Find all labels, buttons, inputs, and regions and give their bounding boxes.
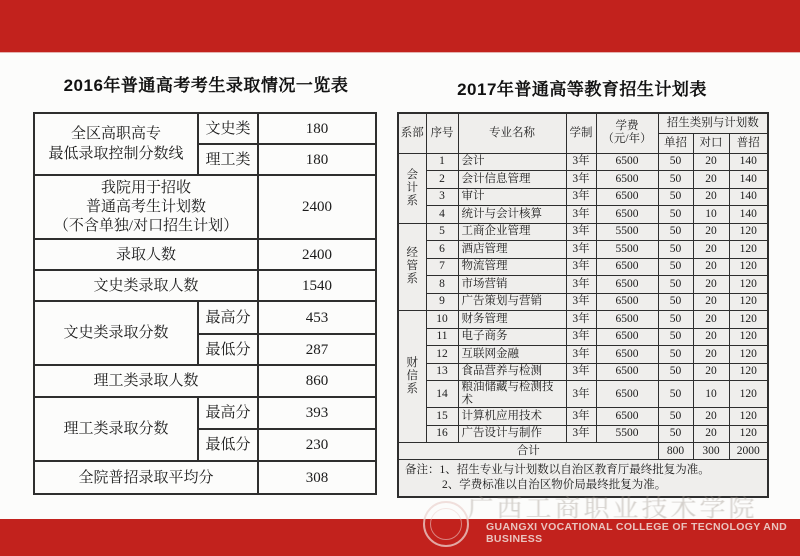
watermark-english-text: GUANGXI VOCATIONAL COLLEGE OF TECNOLOGY AND BUSINESS — [486, 521, 788, 545]
table-row — [34, 239, 376, 270]
major-cell: 互联网金融 — [458, 346, 566, 364]
years-cell: 3年 — [566, 171, 596, 189]
plan-table-row — [398, 241, 768, 259]
plan-table-row — [398, 346, 768, 364]
puzhao-cell: 140 — [729, 171, 768, 189]
wenshi-type-cell: 文史类 — [198, 113, 258, 144]
category-group-header: 招生类别与计划数 — [658, 113, 768, 133]
admitted-label-cell: 录取人数 — [34, 239, 258, 270]
total-danzhao: 800 — [658, 443, 693, 460]
plan-label-line2: 普通高考生计划数 — [85, 198, 206, 215]
fee-cell: 6500 — [596, 381, 658, 408]
danzhao-cell: 50 — [658, 153, 693, 171]
puzhao-cell: 120 — [729, 408, 768, 426]
years-cell: 3年 — [566, 241, 596, 259]
duikou-cell: 20 — [693, 346, 729, 364]
plan-table-row — [398, 153, 768, 171]
no-cell: 7 — [426, 258, 458, 276]
plan-table-row — [398, 311, 768, 329]
wenshi-min-value: 287 — [258, 334, 376, 365]
ligong-max-label: 最高分 — [198, 397, 258, 429]
no-cell: 3 — [426, 188, 458, 206]
wenshi-max-value: 453 — [258, 301, 376, 334]
major-cell: 市场营销 — [458, 276, 566, 294]
wenshi-cutoff-value: 180 — [258, 113, 376, 144]
note-line1: 备注：1、招生专业与计划数以自治区教育厅最终批复为准。 — [405, 464, 710, 476]
years-cell: 3年 — [566, 425, 596, 443]
cutoff-label-line1: 全区高职高专 — [70, 126, 161, 142]
no-cell: 9 — [426, 293, 458, 311]
danzhao-cell: 50 — [658, 346, 693, 364]
wenshi-score-label-cell: 文史类录取分数 — [34, 301, 198, 365]
average-label-cell: 全院普招录取平均分 — [34, 461, 258, 494]
puzhao-cell: 120 — [729, 293, 768, 311]
puzhao-cell: 120 — [729, 363, 768, 381]
duikou-cell: 20 — [693, 241, 729, 259]
duikou-cell: 20 — [693, 363, 729, 381]
left-table-title: 2016年普通高考考生录取情况一览表 — [63, 76, 349, 95]
header-row — [398, 113, 768, 133]
danzhao-cell: 50 — [658, 171, 693, 189]
college-seal-inner-ring — [430, 508, 462, 540]
major-cell: 电子商务 — [458, 328, 566, 346]
years-cell: 3年 — [566, 276, 596, 294]
no-cell: 5 — [426, 223, 458, 241]
duikou-cell: 20 — [693, 293, 729, 311]
major-cell: 审计 — [458, 188, 566, 206]
table-row — [34, 461, 376, 494]
college-seal-icon — [423, 501, 469, 547]
duikou-cell: 20 — [693, 153, 729, 171]
fee-cell: 5500 — [596, 241, 658, 259]
years-cell: 3年 — [566, 293, 596, 311]
danzhao-cell: 50 — [658, 276, 693, 294]
danzhao-cell: 50 — [658, 311, 693, 329]
total-puzhao: 2000 — [729, 443, 768, 460]
duikou-cell: 20 — [693, 425, 729, 443]
no-cell: 1 — [426, 153, 458, 171]
years-cell: 3年 — [566, 206, 596, 224]
plan-table-row — [398, 381, 768, 408]
puzhao-cell: 120 — [729, 346, 768, 364]
years-cell: 3年 — [566, 408, 596, 426]
puzhao-header: 普招 — [729, 133, 768, 153]
major-cell: 计算机应用技术 — [458, 408, 566, 426]
major-cell: 财务管理 — [458, 311, 566, 329]
major-cell: 工商企业管理 — [458, 223, 566, 241]
wenshi-admitted-label-cell: 文史类录取人数 — [34, 270, 258, 301]
enrollment-plan-table — [397, 112, 769, 498]
duikou-cell: 20 — [693, 188, 729, 206]
average-value: 308 — [258, 461, 376, 494]
major-cell: 食品营养与检测 — [458, 363, 566, 381]
no-cell: 2 — [426, 171, 458, 189]
no-cell: 8 — [426, 276, 458, 294]
admission-results-table — [33, 112, 377, 495]
fee-cell: 6500 — [596, 328, 658, 346]
years-cell: 3年 — [566, 328, 596, 346]
plan-table-row — [398, 293, 768, 311]
fee-cell: 6500 — [596, 408, 658, 426]
no-cell: 14 — [426, 381, 458, 408]
years-cell: 3年 — [566, 258, 596, 276]
puzhao-cell: 120 — [729, 381, 768, 408]
danzhao-cell: 50 — [658, 188, 693, 206]
ligong-cutoff-value: 180 — [258, 144, 376, 175]
puzhao-cell: 120 — [729, 241, 768, 259]
major-cell: 粮油储藏与检测技术 — [458, 381, 566, 408]
ligong-min-label: 最低分 — [198, 429, 258, 461]
duikou-cell: 20 — [693, 171, 729, 189]
top-red-band — [0, 0, 800, 53]
cutoff-label-cell — [34, 113, 198, 175]
dept-header: 系部 — [398, 113, 426, 153]
duikou-cell: 10 — [693, 206, 729, 224]
fee-cell: 6500 — [596, 153, 658, 171]
plan-table-row — [398, 206, 768, 224]
puzhao-cell: 120 — [729, 276, 768, 294]
no-cell: 4 — [426, 206, 458, 224]
fee-header-line2: （元/年） — [602, 133, 652, 146]
ligong-admitted-value: 860 — [258, 365, 376, 397]
puzhao-cell: 140 — [729, 153, 768, 171]
duikou-cell: 20 — [693, 276, 729, 294]
no-cell: 12 — [426, 346, 458, 364]
table-row — [34, 301, 376, 334]
plan-label-line1: 我院用于招收 — [100, 179, 191, 196]
table-row — [34, 175, 376, 239]
major-cell: 酒店管理 — [458, 241, 566, 259]
puzhao-cell: 120 — [729, 311, 768, 329]
duikou-header: 对口 — [693, 133, 729, 153]
danzhao-cell: 50 — [658, 328, 693, 346]
right-table-title: 2017年普通高等教育招生计划表 — [457, 80, 707, 99]
wenshi-max-label: 最高分 — [198, 301, 258, 334]
fee-cell: 6500 — [596, 346, 658, 364]
major-cell: 广告设计与制作 — [458, 425, 566, 443]
years-header: 学制 — [566, 113, 596, 153]
plan-label-line3: （不含单独/对口招生计划） — [53, 217, 239, 234]
years-cell: 3年 — [566, 223, 596, 241]
years-cell: 3年 — [566, 346, 596, 364]
plan-count-label-cell — [34, 175, 258, 239]
danzhao-cell: 50 — [658, 206, 693, 224]
table-row — [34, 113, 376, 144]
duikou-cell: 20 — [693, 408, 729, 426]
duikou-cell: 20 — [693, 258, 729, 276]
total-label-cell: 合计 — [398, 443, 658, 460]
ligong-min-value: 230 — [258, 429, 376, 461]
fee-cell: 5500 — [596, 223, 658, 241]
plan-table-row — [398, 328, 768, 346]
fee-cell: 6500 — [596, 188, 658, 206]
puzhao-cell: 120 — [729, 425, 768, 443]
plan-table-row — [398, 171, 768, 189]
duikou-cell: 20 — [693, 328, 729, 346]
plan-table-row — [398, 223, 768, 241]
no-cell: 6 — [426, 241, 458, 259]
plan-table-row — [398, 276, 768, 294]
fee-cell: 6500 — [596, 363, 658, 381]
major-cell: 会计 — [458, 153, 566, 171]
cutoff-label-line2: 最低录取控制分数线 — [48, 146, 184, 162]
danzhao-cell: 50 — [658, 258, 693, 276]
danzhao-cell: 50 — [658, 363, 693, 381]
department-cell: 财 信 系 — [398, 311, 426, 443]
danzhao-cell: 50 — [658, 408, 693, 426]
no-cell: 11 — [426, 328, 458, 346]
plan-table-row — [398, 258, 768, 276]
major-header: 专业名称 — [458, 113, 566, 153]
fee-header-line1: 学费 — [615, 120, 639, 133]
danzhao-cell: 50 — [658, 425, 693, 443]
fee-cell: 6500 — [596, 258, 658, 276]
fee-cell: 5500 — [596, 425, 658, 443]
no-cell: 13 — [426, 363, 458, 381]
fee-cell: 6500 — [596, 311, 658, 329]
ligong-score-label-cell: 理工类录取分数 — [34, 397, 198, 461]
danzhao-cell: 50 — [658, 241, 693, 259]
watermark-chinese-text: 广西工商职业技术学院 — [467, 494, 758, 523]
plan-table-row — [398, 363, 768, 381]
puzhao-cell: 140 — [729, 188, 768, 206]
danzhao-cell: 50 — [658, 381, 693, 408]
major-cell: 物流管理 — [458, 258, 566, 276]
fee-cell: 6500 — [596, 293, 658, 311]
duikou-cell: 20 — [693, 223, 729, 241]
plan-table-body — [398, 153, 768, 443]
ligong-admitted-label-cell: 理工类录取人数 — [34, 365, 258, 397]
duikou-cell: 10 — [693, 381, 729, 408]
plan-table-row — [398, 408, 768, 426]
duikou-cell: 20 — [693, 311, 729, 329]
no-cell: 10 — [426, 311, 458, 329]
major-cell: 广告策划与营销 — [458, 293, 566, 311]
total-duikou: 300 — [693, 443, 729, 460]
fee-cell: 6500 — [596, 171, 658, 189]
admitted-value: 2400 — [258, 239, 376, 270]
department-cell: 会 计 系 — [398, 153, 426, 223]
wenshi-admitted-value: 1540 — [258, 270, 376, 301]
fee-cell: 6500 — [596, 276, 658, 294]
puzhao-cell: 120 — [729, 223, 768, 241]
puzhao-cell: 140 — [729, 206, 768, 224]
major-cell: 统计与会计核算 — [458, 206, 566, 224]
plan-table-head — [398, 113, 768, 153]
danzhao-cell: 50 — [658, 223, 693, 241]
no-cell: 15 — [426, 408, 458, 426]
major-cell: 会计信息管理 — [458, 171, 566, 189]
table-row — [34, 397, 376, 429]
plan-count-value: 2400 — [258, 175, 376, 239]
no-cell: 16 — [426, 425, 458, 443]
years-cell: 3年 — [566, 188, 596, 206]
table-row — [34, 270, 376, 301]
puzhao-cell: 120 — [729, 328, 768, 346]
ligong-max-value: 393 — [258, 397, 376, 429]
plan-table-row — [398, 188, 768, 206]
years-cell: 3年 — [566, 153, 596, 171]
ligong-type-cell: 理工类 — [198, 144, 258, 175]
plan-table-row — [398, 425, 768, 443]
puzhao-cell: 120 — [729, 258, 768, 276]
years-cell: 3年 — [566, 311, 596, 329]
total-row — [398, 443, 768, 460]
years-cell: 3年 — [566, 381, 596, 408]
danzhao-header: 单招 — [658, 133, 693, 153]
no-header: 序号 — [426, 113, 458, 153]
years-cell: 3年 — [566, 363, 596, 381]
wenshi-min-label: 最低分 — [198, 334, 258, 365]
danzhao-cell: 50 — [658, 293, 693, 311]
fee-header — [596, 113, 658, 153]
note-line2: 2、学费标准以自治区物价局最终批复为准。 — [442, 479, 667, 491]
department-cell: 经 管 系 — [398, 223, 426, 311]
table-row — [34, 365, 376, 397]
fee-cell: 6500 — [596, 206, 658, 224]
